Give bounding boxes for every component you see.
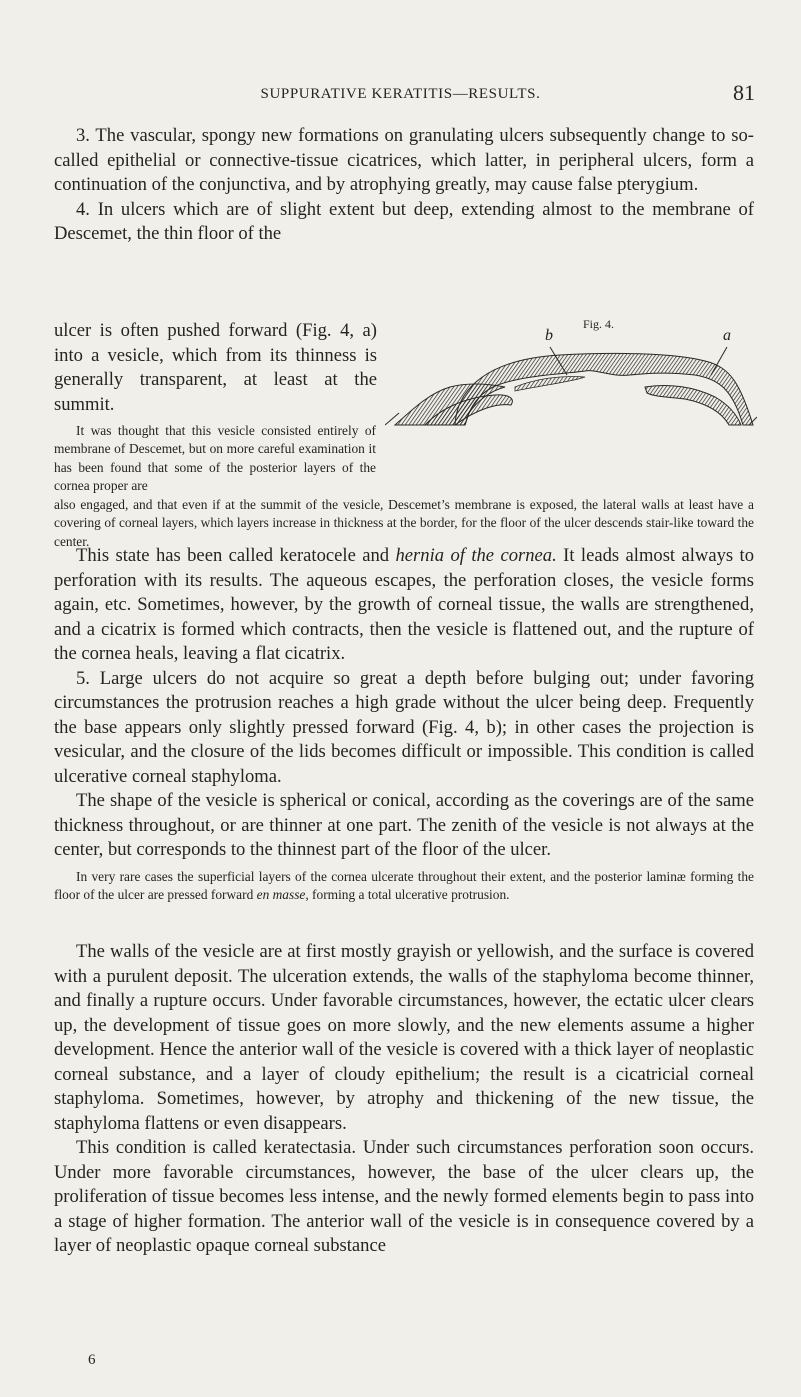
note-2-text-b: , forming a total ulcerative protrusion. [305,887,510,903]
note-2 [54,868,754,905]
text-block-top [54,124,754,247]
running-header: SUPPURATIVE KERATITIS—RESULTS. [260,86,541,102]
text-block-middle [54,544,754,863]
paragraph-keratectasia: This condition is called keratectasia. Under such circumstances perforation soon occurs. Under more favorable circumstances, however, the base of the ulcer clears up, the proliferation of tissue becomes less intense, and the newly formed elements begin to pass into a stage of higher formation. The anterior wall of the vesicle is in consequence covered by a layer of neoplastic opaque corneal substance [54,1137,754,1256]
note-1-rest-text: also engaged, and that even if at the summit of the vesicle, Descemet’s membrane is exposed, the lateral walls at least have a covering of corneal layers, which layers increase in thickness at the border, for the floor of the ulcer descends stair-like toward the center. [54,497,754,549]
keratocele-text-a: This state has been called keratocele and [76,545,396,566]
signature-mark: 6 [88,1352,96,1368]
paragraph-shape: The shape of the vesicle is spherical or conical, according as the coverings are of the same thickness throughout, or are thinner at one part. The zenith of the vesicle is not always at the center, but corresponds to the thinnest part of the floor of the ulcer. [54,790,754,860]
page-number: 81 [733,80,755,105]
figure-label-b: b [545,327,553,344]
note-1-wrap [54,422,376,495]
paragraph-4-wrap: ulcer is often pushed forward (Fig. 4, a) into a vesicle, which from its thinness is generally transparent, at least at the summit. [54,320,377,415]
note-1-rest [54,496,754,551]
note-2-text [54,868,754,905]
paragraph-3: 3. The vascular, spongy new formations on granulating ulcers subsequently change to so-called epithelial or connective-tissue cicatrices, which latter, in peripheral ulcers, form a continuation of the conjunctiva, and by atrophying greatly, may cause false pterygium. [54,125,754,195]
keratocele-text-b: It leads almost always to perforation with its results. The aqueous escapes, the perforation closes, the vesicle forms again, etc. Sometimes, however, by the growth of corneal tissue, the walls are strengthened, and a cicatrix is formed which contracts, then the vesicle is flattened out, and the rupture of the cornea heals, leaving a flat cicatrix. [54,545,755,664]
paragraph-4-start: 4. In ulcers which are of slight extent but deep, extending almost to the membrane of Descemet, the thin floor of the [54,198,754,244]
cornea-illustration [385,317,757,427]
paragraph-keratocele [54,544,754,667]
figure-4 [385,317,757,427]
note-2-emphasis: en masse [256,887,306,903]
keratocele-emphasis: hernia of the cornea. [395,545,557,566]
figure-label-a: a [723,327,731,344]
paragraph-walls: The walls of the vesicle are at first mostly grayish or yellowish, and the surface is covered with a purulent deposit. The ulceration extends, the walls of the staphyloma become thinner, and finally a rupture occurs. Under favorable circumstances, however, the ectatic ulcer clears up, the development of tissue goes on more slowly, and the new elements assume a higher development. Hence the anterior wall of the vesicle is covered with a thick layer of neoplastic corneal substance, and a layer of cloudy epithelium; the result is a cicatricial corneal staphyloma. Sometimes, however, by atrophy and thickening of the new tissue, the staphyloma flattens or even disappears. [54,941,754,1134]
text-block-bottom [54,940,754,1259]
figure-caption: Fig. 4. [583,317,615,331]
note-2-text-a: In very rare cases the superficial layers of the cornea ulcerate throughout their extent, and the posterior laminæ forming the floor of the ulcer are pressed forward [54,869,754,903]
paragraph-5: 5. Large ulcers do not acquire so great a depth before bulging out; under favoring circumstances the protrusion reaches a high grade without the ulcer being deep. Frequently the base appears only slightly pressed forward (Fig. 4, b); in other cases the projection is vesicular, and the closure of the lids becomes difficult or impossible. This condition is called ulcerative corneal staphyloma. [54,667,754,787]
note-1-wrap-text: It was thought that this vesicle consisted entirely of membrane of Descemet, but on more careful examination it has been found that some of the posterior layers of the cornea proper are [54,423,376,493]
